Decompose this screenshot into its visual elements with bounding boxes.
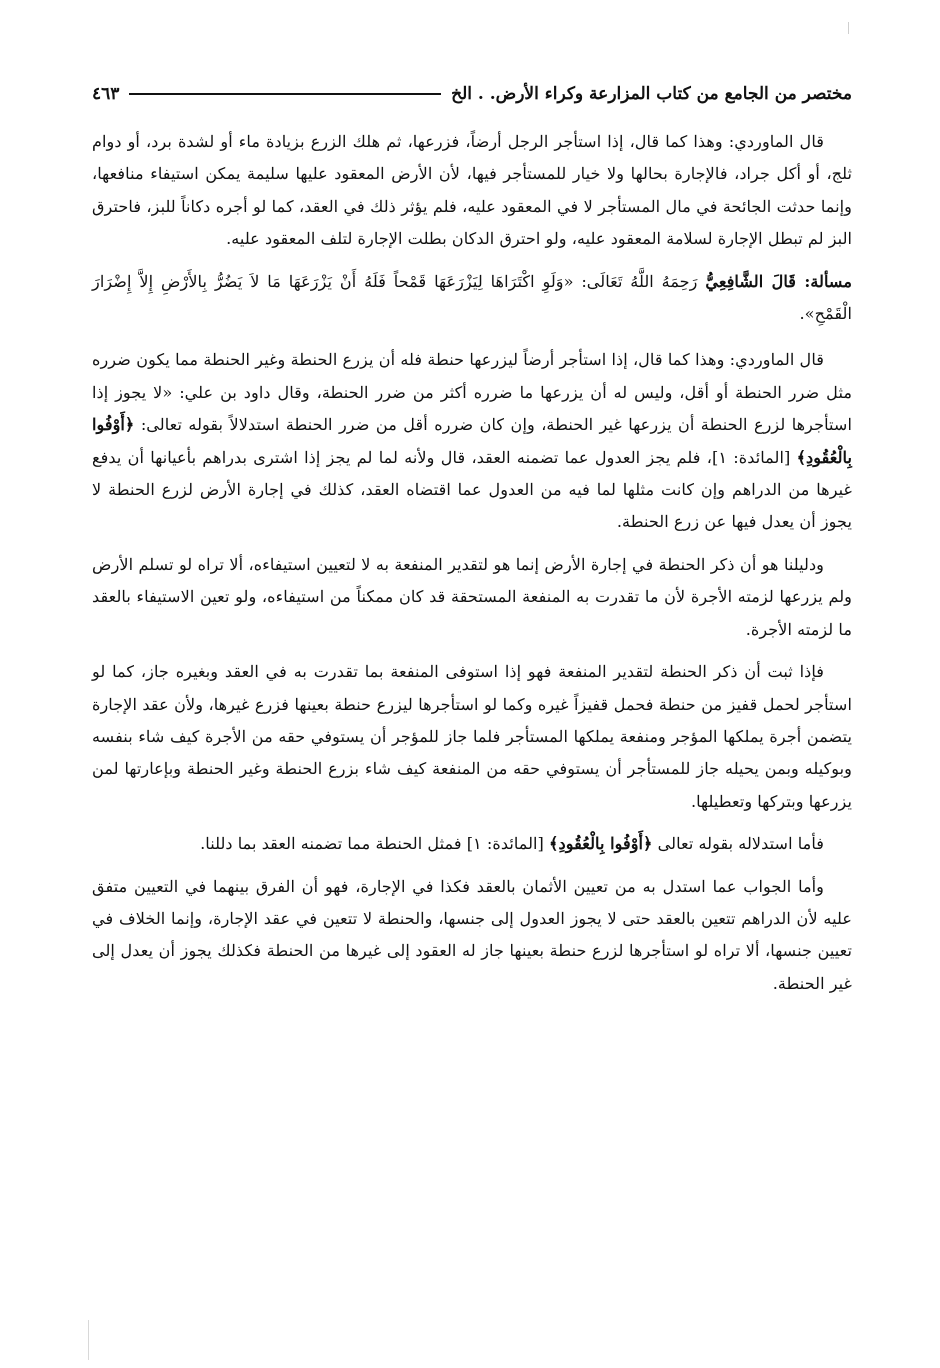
page-number: ٤٦٣ — [92, 84, 120, 104]
running-header — [92, 76, 852, 112]
paragraph-conclusion: فإذا ثبت أن ذكر الحنطة لتقدير المنفعة فهو إذا استوفى المنفعة بما تقدرت به في العقد وبغيره جاز، كما لو استأجر لحمل قفيز من حنطة فحمل قفيزاً غيره وكما لو استأجرها ليزرع حنطة بعينها فزرع غيرها، ولأن عقد الإجارة يتضمن أجرة يملكها المؤجر ومنفعة يملكها المستأجر فلما جاز للمؤجر أن يستوفي حقه من الأجرة كيف شاء بنفسه وبوكيله وبمن يحيله جاز للمستأجر أن يستوفي حقه من المنفعة كيف شاء بزرع الحنطة وغير الحنطة وبإعارتها لمن يزرعها وبتركها وتعطيلها. — [92, 662, 852, 811]
paragraph-mawardi-2-text: قال الماوردي: وهذا كما قال، إذا استأجر أرضاً ليزرعها حنطة فله أن يزرع الحنطة وغير الحنطة مما يكون ضرره مثل ضرر الحنطة أو أقل، وليس له أن يزرعها ما ضرره أكثر من ضرر الحنطة، وقال داود بن علي: «لا يجوز إذا استأجرها لزرع الحنطة أن يزرعها غير الحنطة، وإن كان ضرره أقل من ضرر الحنطة استدلالاً بقوله تعالى: — [92, 350, 852, 435]
paragraph-mawardi-2-rest: [المائدة: ١]، فلم يجز العدول عما تضمنه العقد، قال ولأنه لما لم يجز إذا اشترى بدراهم بأعيانها أن يدفع غيرها من الدراهم وإن كانت مثلها لما فيه من العدول عما اقتضاه العقد، كذلك في إجارة الأرض لزرع الحنطة لا يجوز أن يعدل فيها عن زرع الحنطة. — [92, 447, 852, 532]
book-page — [92, 76, 852, 1336]
quran-verse: ﴿أَوْفُوا بِالْعُقُودِ﴾ — [92, 415, 852, 467]
masala-label: مسألة: قَالَ الشَّافِعِيُّ — [705, 271, 852, 291]
paragraph-reply-prices: وأما الجواب عما استدل به من تعيين الأثمان بالعقد فكذا في الإجارة، فهو أن الفرق بينهما في التعيين متفق عليه لأن الدراهم تتعين بالعقد حتى لا يجوز العدول إلى جنسها، والحنطة لا تتعين في عقد الإجارة، وإنما الخلاف في تعيين جنسها، ألا تراه لو استأجرها لزرع حنطة بعينها جاز له العقود إلى غيرها من الحنطة فكذلك يجوز أن يعدل إلى غير الحنطة. — [92, 876, 852, 993]
paragraph-reply-verse-rest: [المائدة: ١] فمثل الحنطة مما تضمنه العقد بما دللنا. — [200, 834, 544, 854]
paragraph-mawardi-2 — [92, 344, 852, 538]
paragraph-mawardi-1: قال الماوردي: وهذا كما قال، إذا استأجر الرجل أرضاً، فزرعها، ثم هلك الزرع بزيادة ماء أو لشدة برد، أو دوام ثلج، أو أكل جراد، فالإجارة بحالها ولا خيار للمستأجر فيها، لأن الأرض المعقود عليها سليمة يمكن استيفاء منافعها، وإنما حدثت الجائحة في مال المستأجر لا في المعقود عليه، فلم يؤثر ذلك في العقد، كما لو أجره دكاناً للبز، فاحترق البز لم تبطل الإجارة لسلامة المعقود عليه، ولو احترق الدكان بطلت الإجارة لتلف المعقود عليه. — [92, 132, 852, 249]
header-rule — [129, 93, 441, 95]
header-title: مختصر من الجامع من كتاب المزارعة وكراء الأرض. . الخ — [451, 84, 852, 104]
paragraph-reply-verse-start: فأما استدلاله بقوله تعالى — [657, 834, 824, 854]
paragraph-evidence: ودليلنا هو أن ذكر الحنطة في إجارة الأرض إنما هو لتقدير المنفعة به لا لتعيين استيفاءه، ألا تراه لو تسلم الأرض ولم يزرعها لزمته الأجرة لأن ما تقدرت به المنفعة المستحقة قد كان ممكناً من استيفاءه، ولو تعين الاستيفاء بالعقد ما لزمته الأجرة. — [92, 554, 852, 639]
scan-edge — [88, 1320, 89, 1360]
paragraph-reply-verse — [92, 828, 852, 860]
masala-quote: رَحِمَهُ اللَّهُ تَعَالَى: «وَلَوِ اكْتَرَاهَا لِيَزْرَعَهَا قَمْحاً فَلَهُ أَنْ يَزْرَعَهَا مَا لاَ يَضُرُّ بِالأَرْضِ إِلاَّ إِضْرَارَ الْقَمْحِ». — [92, 271, 852, 324]
scan-mark — [848, 22, 849, 34]
quran-verse-2: ﴿أَوْفُوا بِالْعُقُودِ﴾ — [549, 834, 653, 854]
page-body — [92, 126, 852, 1000]
masala-statement — [92, 266, 852, 331]
